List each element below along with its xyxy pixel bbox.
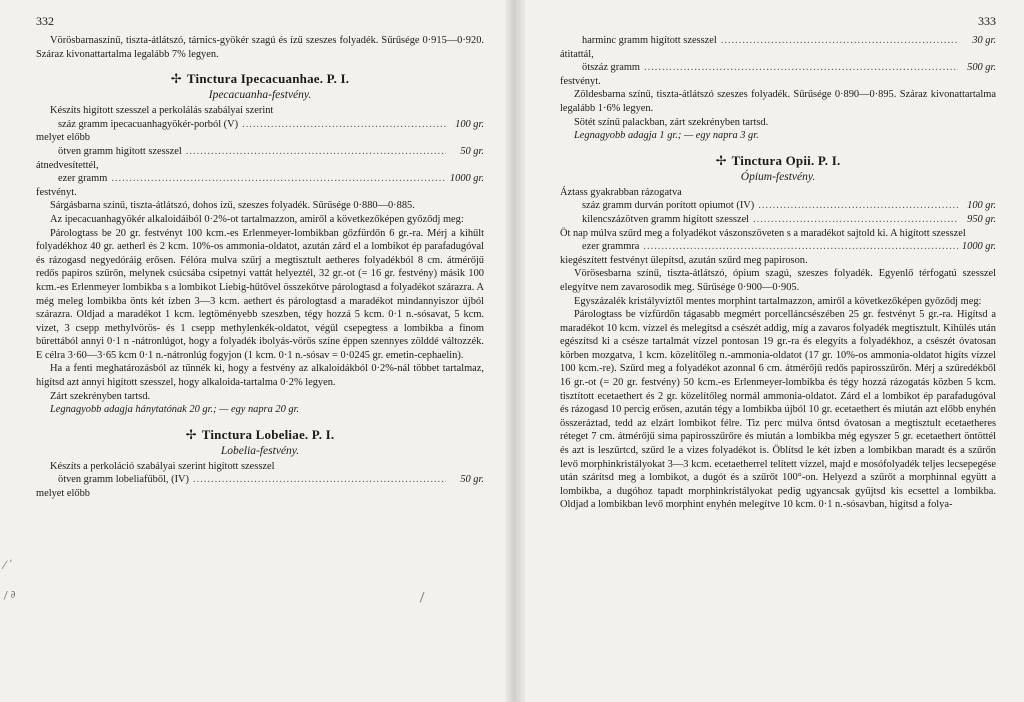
pencil-annotation: ⁄ ʹ [3, 559, 13, 572]
intro-paragraph: Vörösbarnaszínű, tiszta-átlátszó, tárnics-gyökér szagú és ízű szeszes folyadék. Sűrűsége 0·915—0·920. Száraz kivonattartalma legalább 7% legyen. [36, 35, 484, 60]
ingredient-line: ötven gramm lobeliafűből, (IV) ..... 50 gr. [36, 473, 484, 487]
cross-icon: ✢ [170, 71, 182, 87]
lobelia-after1: melyet előbb [36, 488, 90, 500]
lobelia-storage: Sötét színű palackban, zárt szekrényben tartsd. [574, 116, 769, 128]
pencil-annotation: / [419, 589, 425, 605]
cross-icon: ✢ [715, 152, 727, 168]
page-number-left: 332 [36, 14, 54, 28]
lobelia-lead: Készíts a perkoláció szabályai szerint higított szesszel [50, 460, 275, 472]
right-page [512, 0, 1024, 702]
ingredient-line: ötszáz gramm ..... 500 gr. [560, 61, 996, 75]
ipecac-para2: Párologtass be 20 gr. festvényt 100 kcm.-es Erlenmeyer-lombikban gőzfürdőn 6 gr.-ra. Mérj a kihűlt folyadékhoz 40 gr. aetherl és 2 kcm. 10%-os ammonia-oldatot, azután zárd el a lombikot ép parafadugóval és rázogasd negyedóráig erősen. Félóra mulva szűrj a megtisztult aetheres folyadékból 8 cm. átmérőjű redős papiros szűrőn, melynek csúcsába csipetnyi vattát helyeztél, 32 gr.-ot (= 16 gr. festvény) másik 100 kcm.-es Erlenmeyer lombikba s a lombikot Liebig-hűtővel összekötve párologtasd a folyadékot szárazra. A még meleg lombikba önts két ízben 3—3 kcm. aethert és párologtasd a maradékot mindannyiszor újból szárazra. Oldjad a maradékot 1 kcm. legtöményebb szeszben, tégy hozzá 5 kcm. 0·1 n.-sósavat, 5 kcm. vizet, 3 csepp methylvörös- és 1 csepp methylenkék-oldatot, végül csepegtess a lombikba a finom bürettából annyi 0·1 n -nátronlúgot, hogy a folyadék ibolyás-vörös színe éppen szennyes zölddé változzék. E célra 3·60—3·65 kcm 0·1 n.-nátronlúg fogyjon (1 kcm. 0·1 n.-sósav = 0·0245 gr. emetin-cephaelin). [36, 227, 484, 361]
lobelia-title: ✢ Tinctura Lobeliae. P. I. [185, 426, 335, 442]
top-after2: festvényt. [560, 75, 601, 87]
opium-para2: kiegészített festvényt ülepítsd, azután szűrd meg papiroson. [560, 254, 808, 266]
opium-para4: Párologtass be vízfürdőn tágasabb megmért porcelláncsészében 25 gr. festvényt 5 gr.-ra. Higítsd a maradékot 10 kcm. vízzel és melegítsd a csészét addig, míg a zavaros folyadék megtisztult. Kihülés után egészítsd ki a csésze tartalmát vízzel pontosan 19 gr.-ra és elegyíts a folyadékhoz, a csészét óvatosan körben mozgatva, 1 kcm. közelítőleg n.-ammonia-oldatot (17 gr. 10%-os ammonia-oldatot higíts vízzel 100 kcm.-re). Szűrd meg a folyadékot azonnal 6 cm. átmérőjű redős papirosszűrőn. Mérj a szűredékből 16 gr.-ot (= 20 gr. festvény) 50 kcm.-es Erlenmeyer-lombikba és tégy hozzá rázogatás közben 5 kcm. tisztított ecetaethert és 2 gr. közelítőleg normál ammonia-oldatot. Zárd el a lombikot ép parafadugóval és rázogasd 10 percig erősen, azután tégy a lombikba újból 10 gr. ecetaethert és miután azt előbb enyhén összeráztad, tedd az elzárt lombikot félre. Tiz perc múlva öntsd óvatosan a megtisztult ecetaetheres réteget 7 cm. átmérőjű sima papirosszűrőre és miután a lombikba még egyszer 5 gr. ecetaethert öntöttél és azt is leszűrtcd, szűrd le a vizes folyadékot is. Öblítsd le két ízben a lombikban maradt és a szűrőn levő morphinkristályokat 3—3 kcm. ecetaetherrel telített vízzel, majd e mosófolyadék teljes lecsepegése után szárítsd meg a lombikot, a dugót és a szűrőt 100°-on. Helyezd a szűrőt a morphinnal együtt a lombikba, a dugóhoz tapadt morphinkristályokat pedig ugyancsak gyűjtsd kis ecsettel a lombikba. Oldjad a lombikban levő morphint enyhén melegítve 10 kcm. 0·1 n.-sósavban, higítsd a folya- [560, 309, 996, 511]
ipecac-lead: Készíts higított szesszel a perkolálás szabályai szerint [50, 105, 274, 117]
top-after1: átitattál, [560, 48, 594, 60]
ipecac-after3: festvényt. [36, 186, 77, 198]
ingredient-line: ezer gramm ..... 1000 gr. [36, 172, 484, 186]
opium-para1: Öt nap múlva szűrd meg a folyadékot vászonszöveten s a maradékot sajtold ki. A higított szesszel [560, 227, 966, 239]
ipecac-description: Sárgásbarna színű, tiszta-átlátszó, dohos ízű, szeszes folyadék. Sűrűsége 0·880—0·885. [50, 200, 415, 212]
pencil-annotation: / ∂ [3, 589, 17, 602]
ipecac-subtitle: Ipecacuanha-festvény. [208, 89, 312, 102]
opium-subtitle: Ópium-festvény. [740, 170, 816, 183]
ingredient-line: száz gramm ipecacuanhagyökér-porból (V) ..... 100 gr. [36, 118, 484, 132]
ipecac-para1: Az ipecacuanhagyökér alkaloidáiból 0·2%-ot tartalmazzon, amiről a következőképen győződj meg: [50, 213, 464, 225]
opium-description: Vörösesbarna színű, tiszta-átlátszó, ópium szagú, szeszes folyadék. Egyenlő térfogatú szesszel elegyítve nem zavarosodik meg. Sűrűsége 0·900—0·905. [560, 268, 996, 293]
ipecac-after1: melyet előbb [36, 132, 90, 144]
lobelia-dose: Legnagyobb adagja 1 gr.; — egy napra 3 gr. [574, 130, 759, 142]
ipecac-dose: Legnagyobb adagja hánytatónak 20 gr.; — egy napra 20 gr. [50, 404, 300, 416]
ingredient-line: ötven gramm higított szesszel ..... 50 gr. [36, 145, 484, 159]
ingredient-line: ezer grammra ..... 1000 gr. [560, 240, 996, 254]
ingredient-line: száz gramm durván porított opiumot (IV) ..... 100 gr. [560, 199, 996, 213]
cross-icon: ✢ [185, 426, 197, 442]
ipecac-para3: Ha a fenti meghatározásból az tűnnék ki, hogy a festvény az alkaloidákból 0·2%-nál többet tartalmaz, higítsd azt annyi higított szesszel, hogy alkaloida-tartalma 0·2% legyen. [36, 363, 484, 389]
lobelia-description: Zöldesbarna színű, tiszta-átlátszó szeszes folyadék. Sűrűsége 0·890—0·895. Száraz kivonattartalma legalább 1·6% legyen. [560, 89, 996, 114]
opium-lead: Áztass gyakrabban rázogatva [560, 186, 682, 198]
ipecac-title: ✢ Tinctura Ipecacuanhae. P. I. [170, 71, 350, 87]
ipecac-after2: átnedvesítettél, [36, 159, 99, 171]
opium-para3: Egyszázalék kristályvíztől mentes morphint tartalmazzon, amiről a következőképen győződj meg: [574, 295, 982, 307]
ingredient-line: kilencszázötven gramm higított szesszel ..... 950 gr. [560, 213, 996, 227]
ingredient-line: harminc gramm higított szesszel ..... 30 gr. [560, 34, 996, 48]
page-number-right: 333 [978, 14, 996, 28]
ipecac-storage: Zárt szekrényben tartsd. [50, 390, 151, 402]
opium-title: ✢ Tinctura Opii. P. I. [715, 152, 841, 168]
lobelia-subtitle: Lobelia-festvény. [220, 444, 300, 457]
